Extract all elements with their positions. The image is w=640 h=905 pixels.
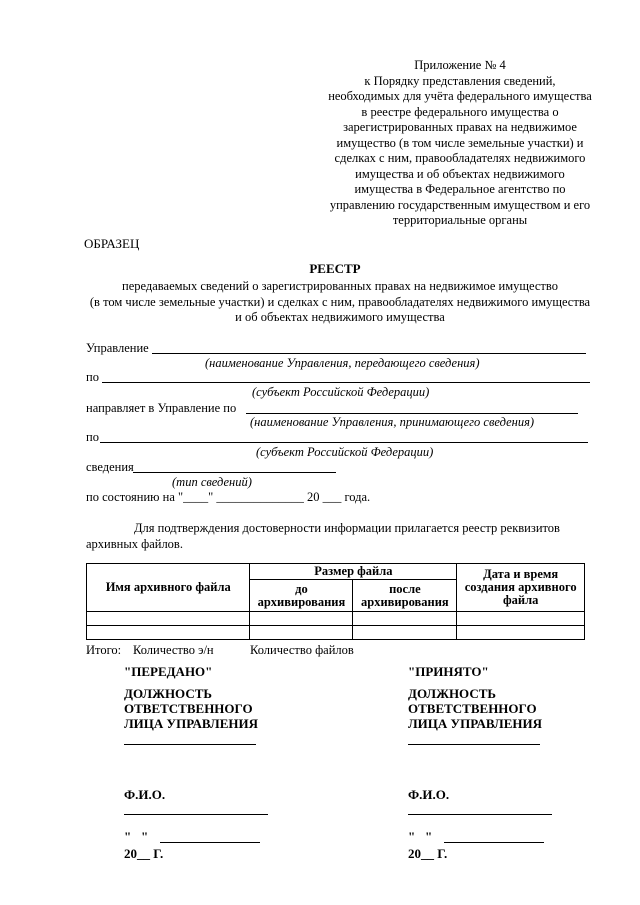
appendix-line: в реестре федерального имущества о bbox=[361, 104, 559, 119]
state-as-of: по состоянию на "____" ______________ 20 ___ года. bbox=[86, 490, 371, 504]
subject-hint: (субъект Российской Федерации) bbox=[252, 385, 430, 399]
subtitle-line: передаваемых сведений о зарегистрированных правах на недвижимое имущество bbox=[122, 279, 558, 293]
info-field[interactable] bbox=[133, 472, 336, 473]
confirmation-line: архивных файлов. bbox=[86, 537, 183, 551]
appendix-header bbox=[305, 58, 615, 229]
table-cell[interactable] bbox=[250, 626, 353, 640]
year-label: 20__ Г. bbox=[124, 846, 164, 861]
table-cell[interactable] bbox=[353, 626, 457, 640]
signature-line[interactable] bbox=[124, 744, 256, 745]
header-before-archiving: до архивирования bbox=[250, 580, 353, 612]
header-created-date: Дата и время создания архивного файла bbox=[457, 564, 585, 612]
table-cell[interactable] bbox=[87, 612, 250, 626]
fio-label: Ф.И.О. bbox=[124, 787, 166, 802]
subject-field-1[interactable] bbox=[102, 382, 590, 383]
sample-label: ОБРАЗЕЦ bbox=[84, 236, 140, 251]
date-quote: " " bbox=[408, 829, 433, 844]
totals-count-files: Количество файлов bbox=[250, 643, 354, 657]
year-label: 20__ Г. bbox=[408, 846, 448, 861]
appendix-line: к Порядку представления сведений, bbox=[364, 73, 556, 88]
info-hint: (тип сведений) bbox=[172, 475, 252, 489]
appendix-line: территориальные органы bbox=[392, 213, 528, 227]
appendix-line: Приложение № 4 bbox=[414, 58, 506, 72]
receiver-field[interactable] bbox=[246, 413, 578, 414]
appendix-line: имущества в Федеральное агентство по bbox=[354, 182, 566, 196]
position-line: ЛИЦА УПРАВЛЕНИЯ bbox=[408, 716, 543, 731]
table-cell[interactable] bbox=[457, 612, 585, 626]
totals-count-en: Количество э/н bbox=[133, 643, 214, 657]
sends-label: направляет в Управление по bbox=[86, 401, 237, 415]
header-after-archiving: после архивирования bbox=[353, 580, 457, 612]
fio-line[interactable] bbox=[124, 814, 268, 815]
position-line: ОТВЕТСТВЕННОГО bbox=[408, 701, 537, 716]
fio-line[interactable] bbox=[408, 814, 552, 815]
table-row bbox=[87, 626, 585, 640]
date-quote: " " bbox=[124, 829, 149, 844]
table-row bbox=[87, 612, 585, 626]
management-label: Управление bbox=[86, 341, 149, 355]
receiver-hint: (наименование Управления, принимающего сведения) bbox=[250, 415, 535, 429]
table-cell[interactable] bbox=[87, 626, 250, 640]
accepted-heading: "ПРИНЯТО" bbox=[408, 664, 489, 679]
subject-field-2[interactable] bbox=[100, 442, 588, 443]
management-hint: (наименование Управления, передающего сведения) bbox=[205, 356, 480, 370]
appendix-line: имущества и об объектах недвижимого bbox=[355, 166, 565, 181]
archive-files-table bbox=[86, 563, 585, 640]
date-line[interactable] bbox=[444, 842, 544, 843]
table-cell[interactable] bbox=[250, 612, 353, 626]
transferred-heading: "ПЕРЕДАНО" bbox=[124, 664, 213, 679]
position-line: ЛИЦА УПРАВЛЕНИЯ bbox=[124, 716, 259, 731]
date-line[interactable] bbox=[160, 842, 260, 843]
totals-label: Итого: bbox=[86, 643, 122, 657]
subtitle-line: (в том числе земельные участки) и сделках с ним, правообладателях недвижимого имущества bbox=[89, 294, 591, 309]
subtitle-line: и об объектах недвижимого имущества bbox=[235, 310, 445, 324]
fio-label: Ф.И.О. bbox=[408, 787, 450, 802]
info-label: сведения bbox=[86, 460, 134, 474]
appendix-line: сделках с ним, правообладателях недвижимого bbox=[334, 151, 586, 165]
management-field[interactable] bbox=[152, 353, 586, 354]
by-label: по bbox=[86, 370, 99, 384]
appendix-line: имущество (в том числе земельные участки) и bbox=[336, 135, 584, 150]
header-file-size: Размер файла bbox=[250, 564, 457, 580]
appendix-line: зарегистрированных правах на недвижимое bbox=[343, 120, 577, 134]
signature-line[interactable] bbox=[408, 744, 540, 745]
appendix-line: необходимых для учёта федерального имущества bbox=[328, 89, 592, 103]
table-cell[interactable] bbox=[457, 626, 585, 640]
header-archive-name: Имя архивного файла bbox=[87, 564, 250, 612]
appendix-line: управлению государственным имуществом и его bbox=[329, 197, 591, 212]
position-line: ДОЛЖНОСТЬ bbox=[408, 686, 496, 701]
document-subtitle bbox=[60, 279, 620, 326]
by-label: по bbox=[86, 430, 99, 444]
position-line: ДОЛЖНОСТЬ bbox=[124, 686, 212, 701]
confirmation-line: Для подтверждения достоверности информации прилагается реестр реквизитов bbox=[134, 521, 560, 535]
subject-hint: (субъект Российской Федерации) bbox=[256, 445, 434, 459]
document-title: РЕЕСТР bbox=[309, 261, 361, 276]
table-cell[interactable] bbox=[353, 612, 457, 626]
position-line: ОТВЕТСТВЕННОГО bbox=[124, 701, 253, 716]
